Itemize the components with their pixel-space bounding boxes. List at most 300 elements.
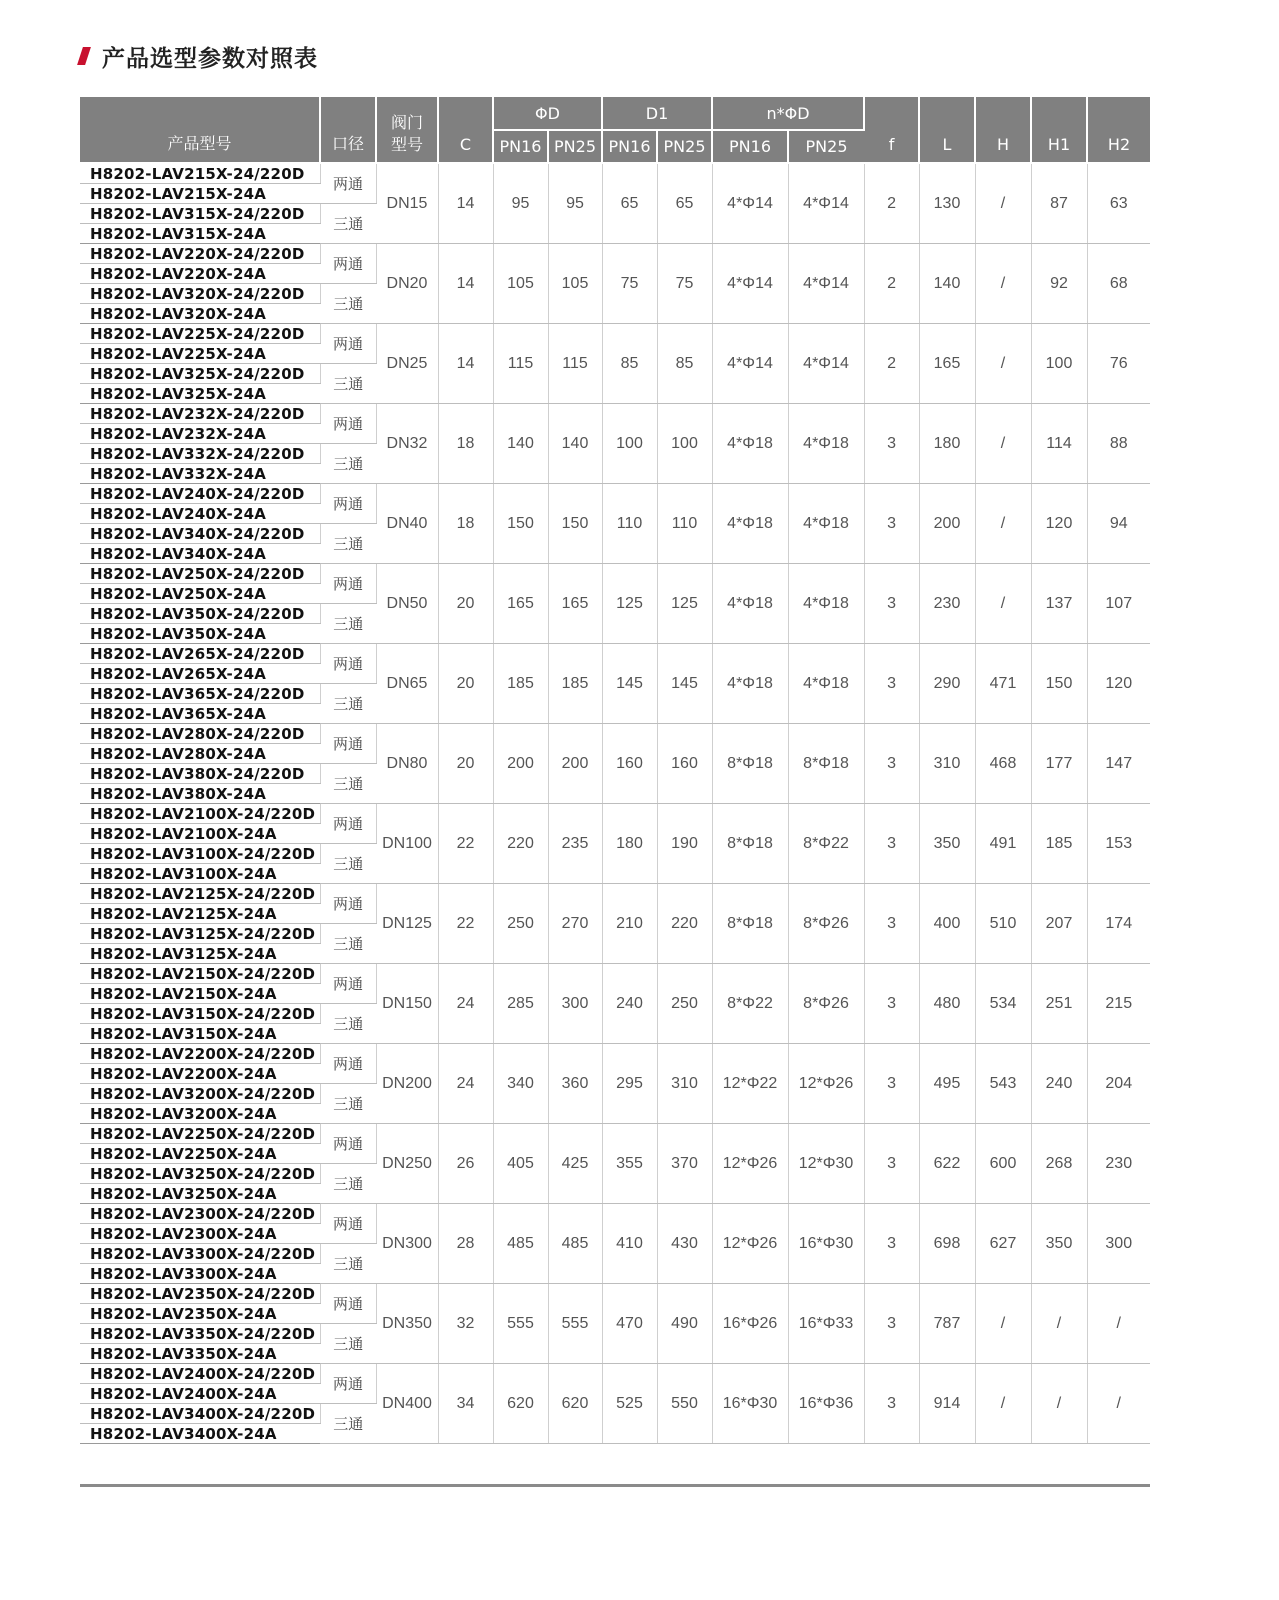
model-number: H8202-LAV320X-24A [80, 304, 320, 324]
value-l: 698 [919, 1204, 975, 1284]
port-type-two-way: 两通 [320, 324, 376, 364]
value-h2: 147 [1087, 724, 1150, 804]
header-d1: D1 [602, 97, 712, 130]
value-h1: 137 [1031, 564, 1087, 644]
value-phiD25: 165 [548, 564, 602, 644]
value-phiD25: 485 [548, 1204, 602, 1284]
value-f: 3 [864, 1124, 919, 1204]
model-number: H8202-LAV3350X-24/220D [80, 1324, 320, 1344]
table-row [80, 244, 1150, 264]
value-f: 3 [864, 724, 919, 804]
table-row [80, 884, 1150, 904]
diameter-cell: DN80 [376, 724, 438, 804]
value-n25: 16*Φ30 [788, 1204, 864, 1284]
value-n16: 4*Φ18 [712, 484, 788, 564]
value-n25: 8*Φ26 [788, 884, 864, 964]
value-c: 22 [438, 804, 493, 884]
value-n25: 4*Φ18 [788, 404, 864, 484]
port-type-three-way: 三通 [320, 284, 376, 324]
model-number: H8202-LAV315X-24A [80, 224, 320, 244]
page-title: 产品选型参数对照表 [102, 45, 318, 72]
value-c: 20 [438, 564, 493, 644]
table-row [80, 1284, 1150, 1304]
diameter-cell: DN350 [376, 1284, 438, 1364]
value-n25: 8*Φ26 [788, 964, 864, 1044]
header-phiD-pn25: PN25 [548, 130, 602, 163]
value-h1: / [1031, 1364, 1087, 1444]
value-n16: 16*Φ30 [712, 1364, 788, 1444]
port-type-three-way: 三通 [320, 1084, 376, 1124]
model-number: H8202-LAV232X-24/220D [80, 404, 320, 424]
value-c: 18 [438, 404, 493, 484]
value-n25: 4*Φ18 [788, 484, 864, 564]
value-n16: 4*Φ18 [712, 564, 788, 644]
table-row [80, 163, 1150, 184]
header-n-phiD-pn25: PN25 [788, 130, 864, 163]
diameter-cell: DN32 [376, 404, 438, 484]
header-h1: H1 [1031, 97, 1087, 163]
value-h1: 207 [1031, 884, 1087, 964]
table-row [80, 1044, 1150, 1064]
table-row [80, 1124, 1150, 1144]
value-c: 18 [438, 484, 493, 564]
model-number: H8202-LAV2100X-24A [80, 824, 320, 844]
model-number: H8202-LAV250X-24/220D [80, 564, 320, 584]
model-number: H8202-LAV3200X-24/220D [80, 1084, 320, 1104]
value-f: 3 [864, 644, 919, 724]
value-h1: 92 [1031, 244, 1087, 324]
diameter-cell: DN250 [376, 1124, 438, 1204]
value-d1-16: 210 [602, 884, 657, 964]
value-phiD16: 555 [493, 1284, 548, 1364]
value-phiD25: 95 [548, 163, 602, 244]
diameter-cell: DN20 [376, 244, 438, 324]
value-f: 3 [864, 404, 919, 484]
value-f: 3 [864, 564, 919, 644]
value-d1-16: 295 [602, 1044, 657, 1124]
value-phiD16: 250 [493, 884, 548, 964]
value-c: 24 [438, 1044, 493, 1124]
value-c: 26 [438, 1124, 493, 1204]
model-number: H8202-LAV2100X-24/220D [80, 804, 320, 824]
value-phiD25: 300 [548, 964, 602, 1044]
value-h2: 63 [1087, 163, 1150, 244]
value-c: 28 [438, 1204, 493, 1284]
value-h2: 88 [1087, 404, 1150, 484]
value-h1: 150 [1031, 644, 1087, 724]
value-c: 20 [438, 724, 493, 804]
value-phiD16: 285 [493, 964, 548, 1044]
value-d1-16: 470 [602, 1284, 657, 1364]
value-f: 2 [864, 244, 919, 324]
value-f: 3 [864, 1364, 919, 1444]
port-type-three-way: 三通 [320, 444, 376, 484]
value-phiD16: 200 [493, 724, 548, 804]
model-number: H8202-LAV3150X-24/220D [80, 1004, 320, 1024]
value-d1-25: 100 [657, 404, 712, 484]
value-phiD25: 185 [548, 644, 602, 724]
value-phiD16: 140 [493, 404, 548, 484]
model-number: H8202-LAV250X-24A [80, 584, 320, 604]
port-type-two-way: 两通 [320, 964, 376, 1004]
model-number: H8202-LAV265X-24A [80, 664, 320, 684]
diameter-cell: DN25 [376, 324, 438, 404]
port-type-three-way: 三通 [320, 1004, 376, 1044]
port-type-two-way: 两通 [320, 1044, 376, 1084]
model-number: H8202-LAV3150X-24A [80, 1024, 320, 1044]
value-phiD25: 425 [548, 1124, 602, 1204]
diameter-cell: DN400 [376, 1364, 438, 1444]
value-c: 24 [438, 964, 493, 1044]
value-h: / [975, 1284, 1031, 1364]
table-row [80, 1204, 1150, 1224]
value-n25: 4*Φ18 [788, 564, 864, 644]
value-h1: 251 [1031, 964, 1087, 1044]
value-d1-16: 125 [602, 564, 657, 644]
value-n16: 4*Φ14 [712, 244, 788, 324]
value-f: 3 [864, 1204, 919, 1284]
value-h: / [975, 1364, 1031, 1444]
value-n16: 4*Φ14 [712, 163, 788, 244]
model-number: H8202-LAV2200X-24/220D [80, 1044, 320, 1064]
model-number: H8202-LAV320X-24/220D [80, 284, 320, 304]
value-n16: 8*Φ22 [712, 964, 788, 1044]
value-h2: / [1087, 1364, 1150, 1444]
value-n25: 16*Φ33 [788, 1284, 864, 1364]
port-type-two-way: 两通 [320, 644, 376, 684]
table-header [80, 97, 1150, 163]
value-d1-25: 125 [657, 564, 712, 644]
model-number: H8202-LAV3125X-24A [80, 944, 320, 964]
value-l: 400 [919, 884, 975, 964]
header-n-phiD: n*ΦD [712, 97, 864, 130]
model-number: H8202-LAV2400X-24/220D [80, 1364, 320, 1384]
port-type-two-way: 两通 [320, 484, 376, 524]
value-d1-25: 370 [657, 1124, 712, 1204]
value-d1-16: 110 [602, 484, 657, 564]
model-number: H8202-LAV265X-24/220D [80, 644, 320, 664]
value-phiD25: 270 [548, 884, 602, 964]
model-number: H8202-LAV2200X-24A [80, 1064, 320, 1084]
model-number: H8202-LAV2350X-24A [80, 1304, 320, 1324]
model-number: H8202-LAV325X-24/220D [80, 364, 320, 384]
value-d1-16: 160 [602, 724, 657, 804]
diameter-cell: DN50 [376, 564, 438, 644]
table-row [80, 644, 1150, 664]
model-number: H8202-LAV2150X-24/220D [80, 964, 320, 984]
port-type-two-way: 两通 [320, 564, 376, 604]
model-number: H8202-LAV332X-24A [80, 464, 320, 484]
value-phiD25: 115 [548, 324, 602, 404]
table-body [80, 163, 1150, 1444]
value-d1-16: 65 [602, 163, 657, 244]
model-number: H8202-LAV2250X-24A [80, 1144, 320, 1164]
port-type-two-way: 两通 [320, 1124, 376, 1164]
model-number: H8202-LAV2300X-24/220D [80, 1204, 320, 1224]
value-d1-25: 75 [657, 244, 712, 324]
value-f: 3 [864, 484, 919, 564]
header-model: 产品型号 [80, 97, 320, 163]
value-l: 180 [919, 404, 975, 484]
value-c: 34 [438, 1364, 493, 1444]
value-d1-16: 85 [602, 324, 657, 404]
table-bottom-rule [80, 1484, 1150, 1487]
diameter-cell: DN65 [376, 644, 438, 724]
value-l: 130 [919, 163, 975, 244]
value-d1-25: 190 [657, 804, 712, 884]
value-f: 2 [864, 163, 919, 244]
diameter-cell: DN150 [376, 964, 438, 1044]
header-c: C [438, 97, 493, 163]
value-n16: 8*Φ18 [712, 724, 788, 804]
value-h2: 300 [1087, 1204, 1150, 1284]
value-h2: 107 [1087, 564, 1150, 644]
value-n16: 12*Φ26 [712, 1124, 788, 1204]
model-number: H8202-LAV215X-24A [80, 184, 320, 204]
value-l: 200 [919, 484, 975, 564]
value-phiD16: 115 [493, 324, 548, 404]
model-number: H8202-LAV3200X-24A [80, 1104, 320, 1124]
value-n25: 4*Φ14 [788, 324, 864, 404]
value-d1-25: 145 [657, 644, 712, 724]
diameter-cell: DN125 [376, 884, 438, 964]
value-d1-16: 410 [602, 1204, 657, 1284]
header-h2: H2 [1087, 97, 1150, 163]
value-l: 350 [919, 804, 975, 884]
value-n16: 4*Φ14 [712, 324, 788, 404]
port-type-two-way: 两通 [320, 1204, 376, 1244]
table-row [80, 964, 1150, 984]
model-number: H8202-LAV3100X-24/220D [80, 844, 320, 864]
value-l: 495 [919, 1044, 975, 1124]
value-h2: 204 [1087, 1044, 1150, 1124]
value-phiD25: 140 [548, 404, 602, 484]
model-number: H8202-LAV2350X-24/220D [80, 1284, 320, 1304]
port-type-three-way: 三通 [320, 684, 376, 724]
model-number: H8202-LAV2125X-24/220D [80, 884, 320, 904]
value-n25: 16*Φ36 [788, 1364, 864, 1444]
value-phiD16: 220 [493, 804, 548, 884]
model-number: H8202-LAV3250X-24A [80, 1184, 320, 1204]
value-f: 3 [864, 964, 919, 1044]
value-h: 543 [975, 1044, 1031, 1124]
value-l: 165 [919, 324, 975, 404]
value-d1-25: 160 [657, 724, 712, 804]
title-accent-mark [77, 47, 91, 65]
port-type-three-way: 三通 [320, 1244, 376, 1284]
port-type-three-way: 三通 [320, 1324, 376, 1364]
value-n25: 4*Φ18 [788, 644, 864, 724]
value-d1-16: 180 [602, 804, 657, 884]
model-number: H8202-LAV325X-24A [80, 384, 320, 404]
value-n25: 12*Φ30 [788, 1124, 864, 1204]
value-phiD25: 235 [548, 804, 602, 884]
value-phiD16: 405 [493, 1124, 548, 1204]
model-number: H8202-LAV3400X-24/220D [80, 1404, 320, 1424]
value-c: 32 [438, 1284, 493, 1364]
value-h: 468 [975, 724, 1031, 804]
table-row [80, 324, 1150, 344]
model-number: H8202-LAV3300X-24A [80, 1264, 320, 1284]
value-n16: 8*Φ18 [712, 884, 788, 964]
model-number: H8202-LAV340X-24/220D [80, 524, 320, 544]
port-type-three-way: 三通 [320, 1404, 376, 1444]
value-d1-25: 220 [657, 884, 712, 964]
model-number: H8202-LAV365X-24A [80, 704, 320, 724]
header-valve-type: 阀门型号 [376, 97, 438, 163]
value-n25: 4*Φ14 [788, 163, 864, 244]
value-c: 22 [438, 884, 493, 964]
model-number: H8202-LAV225X-24/220D [80, 324, 320, 344]
value-phiD16: 105 [493, 244, 548, 324]
port-type-three-way: 三通 [320, 604, 376, 644]
value-d1-16: 525 [602, 1364, 657, 1444]
model-number: H8202-LAV3100X-24A [80, 864, 320, 884]
value-phiD16: 165 [493, 564, 548, 644]
value-n16: 4*Φ18 [712, 644, 788, 724]
model-number: H8202-LAV2150X-24A [80, 984, 320, 1004]
value-phiD25: 105 [548, 244, 602, 324]
value-phiD25: 555 [548, 1284, 602, 1364]
diameter-cell: DN100 [376, 804, 438, 884]
value-d1-25: 430 [657, 1204, 712, 1284]
model-number: H8202-LAV240X-24/220D [80, 484, 320, 504]
model-number: H8202-LAV220X-24A [80, 264, 320, 284]
model-number: H8202-LAV2400X-24A [80, 1384, 320, 1404]
header-phiD-pn16: PN16 [493, 130, 548, 163]
value-n16: 12*Φ26 [712, 1204, 788, 1284]
port-type-two-way: 两通 [320, 884, 376, 924]
model-number: H8202-LAV350X-24/220D [80, 604, 320, 624]
value-h1: 350 [1031, 1204, 1087, 1284]
table-row [80, 484, 1150, 504]
model-number: H8202-LAV3400X-24A [80, 1424, 320, 1444]
value-f: 3 [864, 804, 919, 884]
model-number: H8202-LAV380X-24A [80, 784, 320, 804]
value-h: / [975, 244, 1031, 324]
port-type-three-way: 三通 [320, 924, 376, 964]
value-h1: 185 [1031, 804, 1087, 884]
model-number: H8202-LAV3300X-24/220D [80, 1244, 320, 1264]
page-title-block [80, 40, 318, 72]
value-h1: 87 [1031, 163, 1087, 244]
model-number: H8202-LAV380X-24/220D [80, 764, 320, 784]
value-phiD25: 200 [548, 724, 602, 804]
value-c: 14 [438, 244, 493, 324]
value-h1: 100 [1031, 324, 1087, 404]
value-l: 290 [919, 644, 975, 724]
value-phiD25: 620 [548, 1364, 602, 1444]
model-number: H8202-LAV2250X-24/220D [80, 1124, 320, 1144]
value-h: / [975, 324, 1031, 404]
model-number: H8202-LAV3125X-24/220D [80, 924, 320, 944]
port-type-three-way: 三通 [320, 524, 376, 564]
value-h1: 268 [1031, 1124, 1087, 1204]
value-h: 471 [975, 644, 1031, 724]
header-diameter: 口径 [320, 97, 376, 163]
model-number: H8202-LAV280X-24A [80, 744, 320, 764]
value-d1-16: 75 [602, 244, 657, 324]
value-h: / [975, 404, 1031, 484]
table-row [80, 724, 1150, 744]
model-number: H8202-LAV365X-24/220D [80, 684, 320, 704]
value-h2: 153 [1087, 804, 1150, 884]
model-number: H8202-LAV3350X-24A [80, 1344, 320, 1364]
port-type-three-way: 三通 [320, 364, 376, 404]
value-l: 140 [919, 244, 975, 324]
table-row [80, 404, 1150, 424]
value-h2: 76 [1087, 324, 1150, 404]
model-number: H8202-LAV2300X-24A [80, 1224, 320, 1244]
port-type-two-way: 两通 [320, 244, 376, 284]
value-phiD16: 150 [493, 484, 548, 564]
value-h2: 215 [1087, 964, 1150, 1044]
model-number: H8202-LAV220X-24/220D [80, 244, 320, 264]
model-number: H8202-LAV280X-24/220D [80, 724, 320, 744]
value-h: / [975, 484, 1031, 564]
model-number: H8202-LAV340X-24A [80, 544, 320, 564]
model-number: H8202-LAV350X-24A [80, 624, 320, 644]
value-phiD25: 150 [548, 484, 602, 564]
port-type-two-way: 两通 [320, 404, 376, 444]
port-type-two-way: 两通 [320, 163, 376, 204]
table-row [80, 804, 1150, 824]
diameter-cell: DN300 [376, 1204, 438, 1284]
model-number: H8202-LAV315X-24/220D [80, 204, 320, 224]
value-h: 510 [975, 884, 1031, 964]
header-d1-pn25: PN25 [657, 130, 712, 163]
value-n25: 4*Φ14 [788, 244, 864, 324]
value-n16: 12*Φ22 [712, 1044, 788, 1124]
value-n25: 12*Φ26 [788, 1044, 864, 1124]
value-c: 14 [438, 163, 493, 244]
value-h1: 120 [1031, 484, 1087, 564]
value-phiD16: 185 [493, 644, 548, 724]
value-h1: / [1031, 1284, 1087, 1364]
value-d1-25: 250 [657, 964, 712, 1044]
port-type-two-way: 两通 [320, 804, 376, 844]
value-n25: 8*Φ22 [788, 804, 864, 884]
value-d1-25: 110 [657, 484, 712, 564]
value-f: 2 [864, 324, 919, 404]
value-l: 914 [919, 1364, 975, 1444]
value-h1: 114 [1031, 404, 1087, 484]
model-number: H8202-LAV3250X-24/220D [80, 1164, 320, 1184]
table-row [80, 564, 1150, 584]
port-type-three-way: 三通 [320, 204, 376, 244]
header-h: H [975, 97, 1031, 163]
value-l: 622 [919, 1124, 975, 1204]
value-d1-16: 240 [602, 964, 657, 1044]
value-n25: 8*Φ18 [788, 724, 864, 804]
header-f: f [864, 97, 919, 163]
value-d1-16: 100 [602, 404, 657, 484]
value-d1-25: 550 [657, 1364, 712, 1444]
port-type-three-way: 三通 [320, 1164, 376, 1204]
value-l: 787 [919, 1284, 975, 1364]
value-phiD16: 620 [493, 1364, 548, 1444]
model-number: H8202-LAV225X-24A [80, 344, 320, 364]
value-l: 480 [919, 964, 975, 1044]
value-d1-25: 85 [657, 324, 712, 404]
diameter-cell: DN40 [376, 484, 438, 564]
port-type-two-way: 两通 [320, 1284, 376, 1324]
value-phiD16: 95 [493, 163, 548, 244]
value-f: 3 [864, 1284, 919, 1364]
header-d1-pn16: PN16 [602, 130, 657, 163]
value-h: / [975, 163, 1031, 244]
value-h: 534 [975, 964, 1031, 1044]
